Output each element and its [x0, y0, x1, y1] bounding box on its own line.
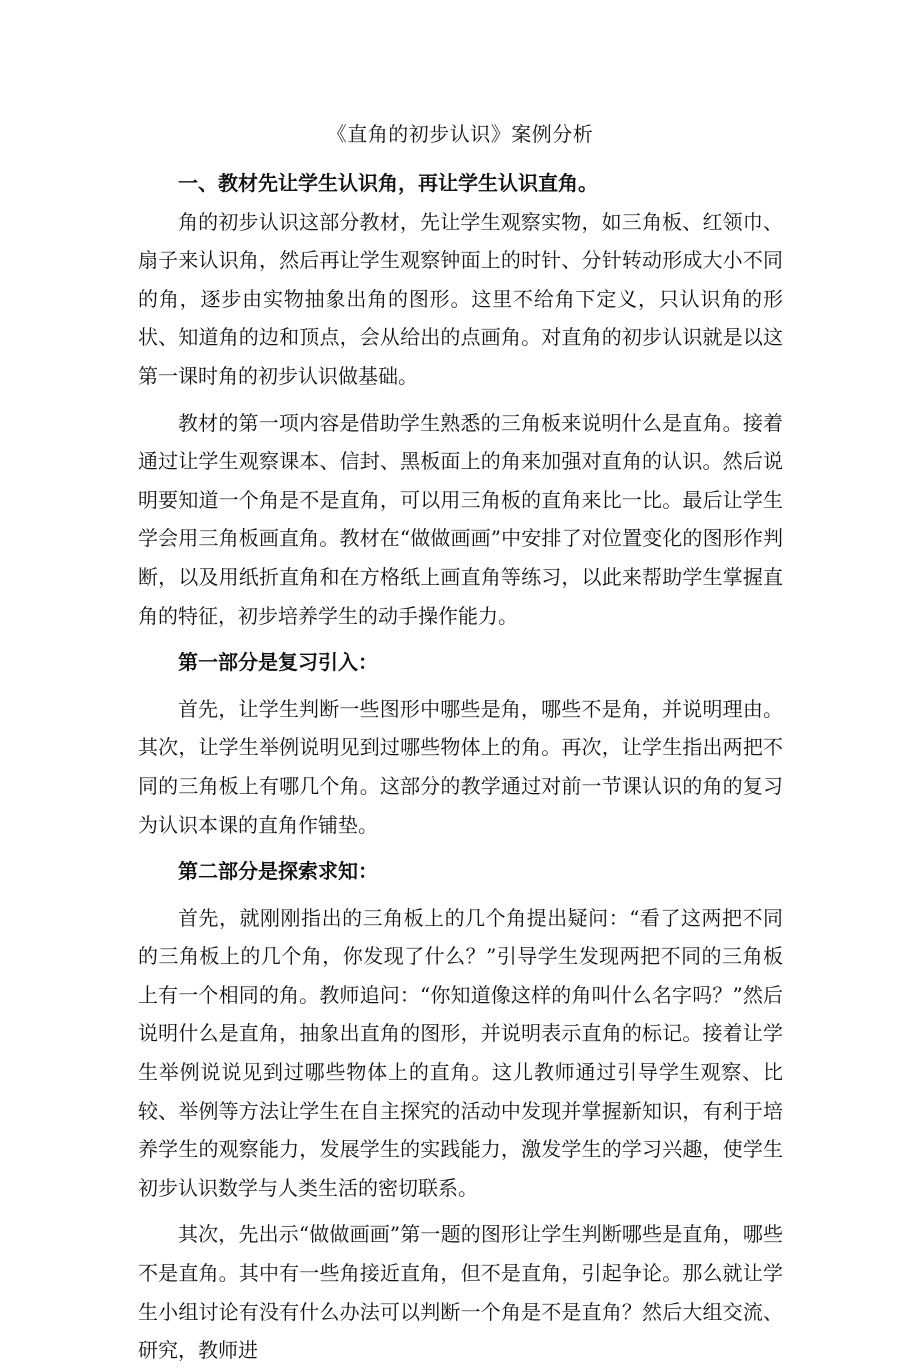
paragraph: 教材的第一项内容是借助学生熟悉的三角板来说明什么是直角。接着通过让学生观察课本、信封、黑板面上的角来加强对直角的认识。然后说明要知道一个角是不是直角，可以用三角板的直角来比一比。最后让学生学会用三角板画直角。教材在“做做画画”中安排了对位置变化的图形作判断，以及用纸折直角和在方格纸上画直角等练习，以此来帮助学生掌握直角的特征，初步培养学生的动手操作能力。: [138, 410, 783, 628]
paragraph: 其次，先出示“做做画画”第一题的图形让学生判断哪些是直角，哪些不是直角。其中有一些角接近直角，但不是直角，引起争论。那么就让学生小组讨论有没有什么办法可以判断一个角是不是直角？然后大组交流、研究，教师进: [138, 1222, 783, 1363]
paragraph: 首先，让学生判断一些图形中哪些是角，哪些不是角，并说明理由。其次，让学生举例说明见到过哪些物体上的角。再次，让学生指出两把不同的三角板上有哪几个角。这部分的教学通过对前一节课认识的角的复习为认识本课的直角作铺垫。: [138, 696, 783, 837]
document-body: [138, 164, 783, 1370]
document-title: 《直角的初步认识》案例分析: [326, 122, 594, 146]
part-heading: 第二部分是探索求知：: [178, 859, 378, 884]
paragraph: 角的初步认识这部分教材，先让学生观察实物，如三角板、红领巾、扇子来认识角，然后再让学生观察钟面上的时针、分针转动形成大小不同的角，逐步由实物抽象出角的图形。这里不给角下定义，只认识角的形状、知道角的边和顶点，会从给出的点画角。对直角的初步认识就是以这第一课时角的初步认识做基础。: [138, 209, 783, 388]
section-heading: 一、教材先让学生认识角，再让学生认识直角。: [178, 171, 598, 195]
part-heading: 第一部分是复习引入：: [178, 650, 378, 675]
paragraph: 首先，就刚刚指出的三角板上的几个角提出疑问：“看了这两把不同的三角板上的几个角，你发现了什么？”引导学生发现两把不同的三角板上有一个相同的角。教师追问：“你知道像这样的角叫什么名字吗？”然后说明什么是直角，抽象出直角的图形，并说明表示直角的标记。接着让学生举例说说见到过哪些物体上的直角。这儿教师通过引导学生观察、比较、举例等方法让学生在自主探究的活动中发现并掌握新知识，有利于培养学生的观察能力，发展学生的实践能力，激发学生的学习兴趣，使学生初步认识数学与人类生活的密切联系。: [138, 905, 783, 1200]
